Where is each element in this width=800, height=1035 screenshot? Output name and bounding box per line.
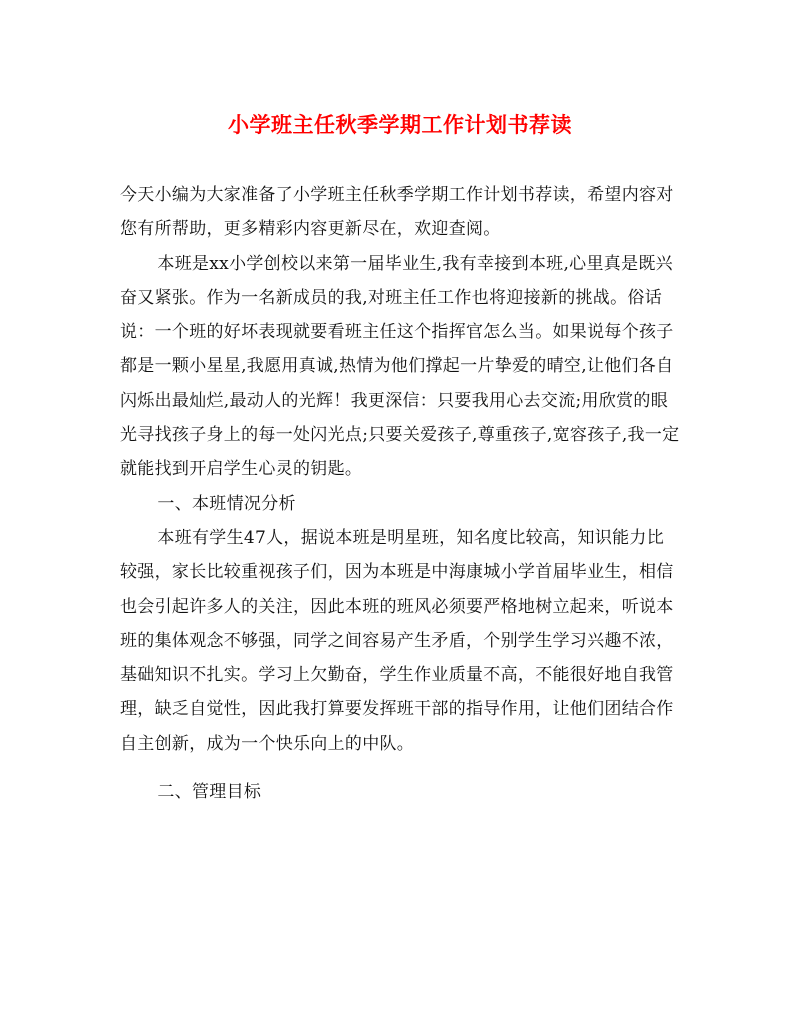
section-heading-class-analysis: 一、本班情况分析 [157,493,296,514]
paragraph-class-introduction: 本班是xx小学创校以来第一届毕业生,我有幸接到本班,心里真是既兴奋又紧张。作为一名新成员的我,对班主任工作也将迎接新的挑战。俗话说：一个班的好坏表现就要看班主任这个指挥官怎么当。如果说每个孩子都是一颗小星星,我愿用真诚,热情为他们撑起一片挚爱的晴空,让他们各自闪烁出最灿烂,最动人的光辉！我更深信：只要我用心去交流;用欣赏的眼光寻找孩子身上的每一处闪光点;只要关爱孩子,尊重孩子,宽容孩子,我一定就能找到开启学生心灵的钥匙。 [120,253,680,480]
section-spacing [120,761,680,775]
intro-paragraph: 今天小编为大家准备了小学班主任秋季学期工作计划书荐读，希望内容对您有所帮助，更多精彩内容更新尽在，欢迎查阅。 [120,185,674,240]
paragraph-class-analysis: 本班有学生47人，据说本班是明星班，知名度比较高，知识能力比较强，家长比较重视孩子们，因为本班是中海康城小学首届毕业生，相信也会引起许多人的关注，因此本班的班风必须要严格地树立起来，听说本班的集体观念不够强，同学之间容易产生矛盾，个别学生学习兴趣不浓，基础知识不扎实。学习上欠勤奋，学生作业质量不高，不能很好地自我管理，缺乏自觉性，因此我打算要发挥班干部的指导作用，让他们团结合作自主创新，成为一个快乐向上的中队。 [120,527,674,754]
document-body [120,178,680,809]
document-title: 小学班主任秋季学期工作计划书荐读 [228,112,572,137]
section-heading-management-goals: 二、管理目标 [157,782,262,803]
